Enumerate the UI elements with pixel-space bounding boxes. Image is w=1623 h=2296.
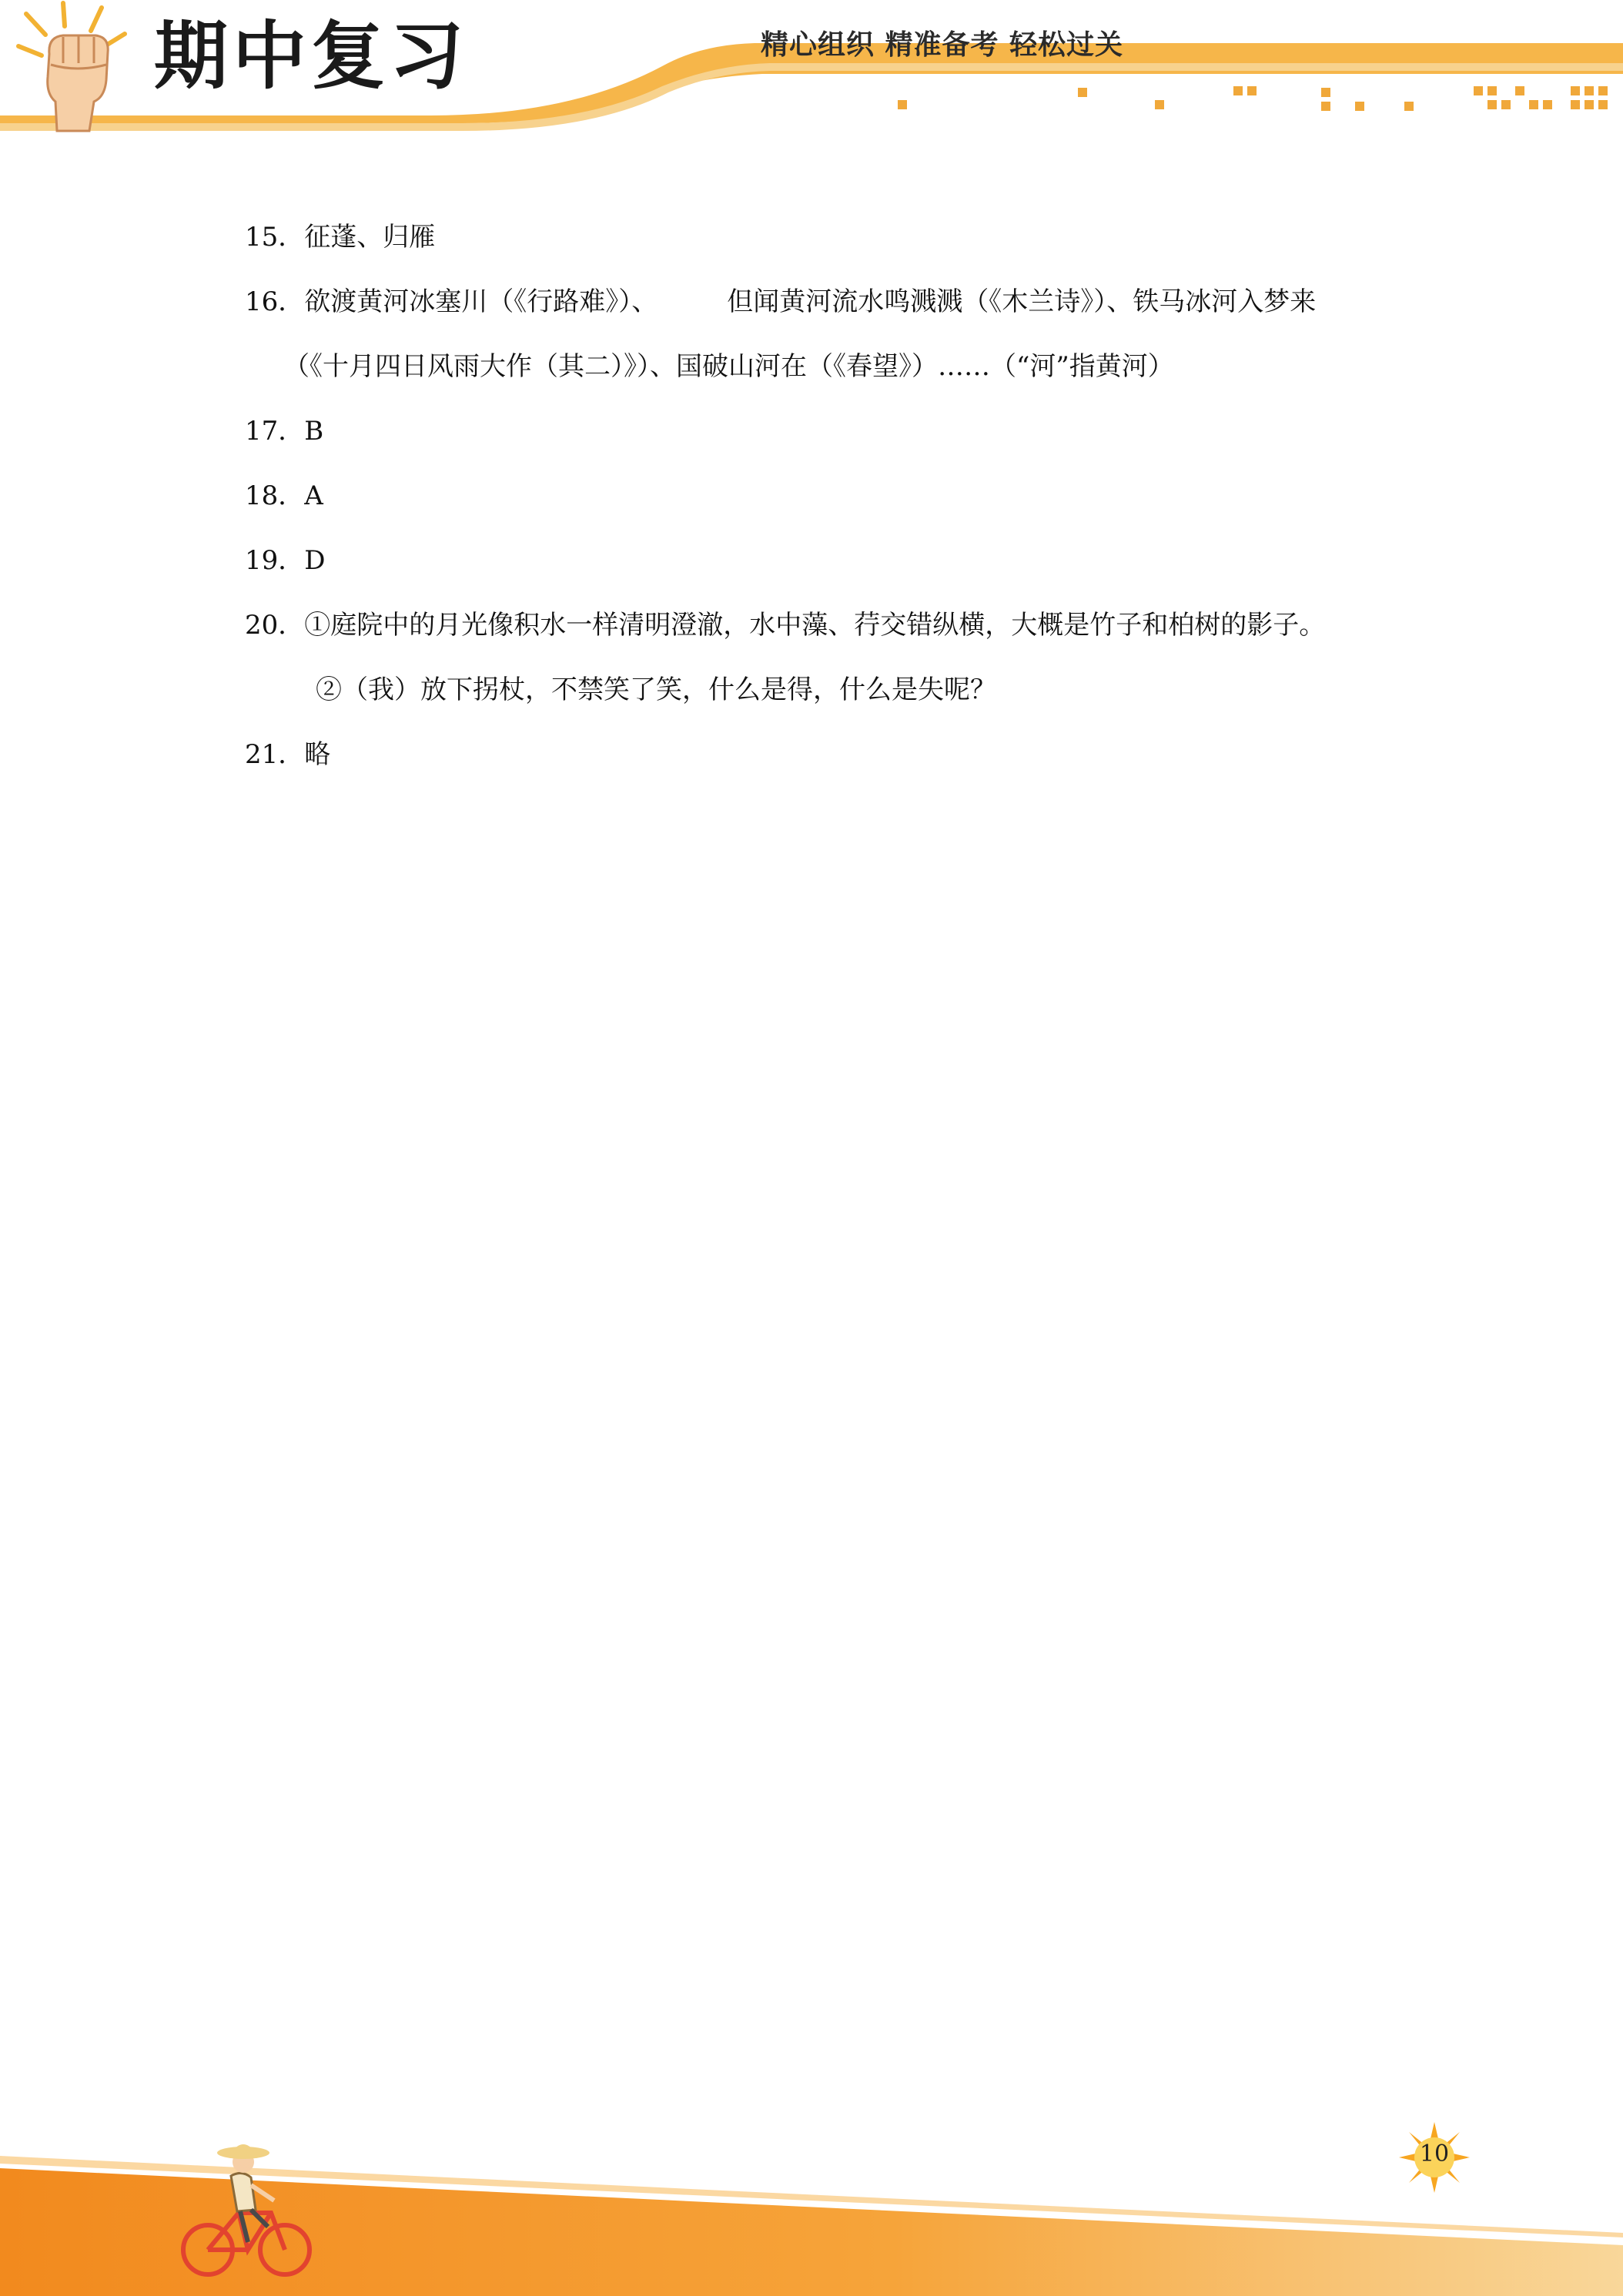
answer-number: 19． [245,545,305,576]
answer-item-16-continued [245,334,1423,399]
page-header [0,0,1623,154]
answer-item-18 [245,464,1423,528]
answer-number: 18． [245,480,305,511]
answer-item-15 [245,205,1423,269]
answer-number: 20． [245,610,305,641]
answer-text: ②（我）放下拐杖，不禁笑了笑，什么是得，什么是失呢？ [316,674,996,705]
cyclist-icon [177,2127,316,2281]
page-footer [0,2079,1623,2296]
answer-text: D [304,545,326,576]
answer-item-20 [245,593,1423,658]
header-slogan: 精心组织 精准备考 轻松过关 [761,29,1124,61]
answer-item-16 [245,269,1423,334]
answer-text: A [304,480,323,511]
page-number: 10 [1419,2140,1450,2167]
answer-text: ①庭院中的月光像积水一样清明澄澈，水中藻、荇交错纵横，大概是竹子和柏树的影子。 [304,610,1326,641]
answer-text: B [304,416,324,447]
answer-number: 15． [245,222,305,253]
answer-item-21 [245,722,1423,787]
answer-text: 欲渡黄河冰塞川（《行路难》）、 [304,286,658,317]
raised-fist-icon [3,0,142,139]
answer-item-20-continued [245,658,1423,722]
answer-text: 征蓬、归雁 [304,222,436,253]
answer-text: 但闻黄河流水鸣溅溅（《木兰诗》）、铁马冰河入梦来 [727,286,1317,317]
answer-item-19 [245,528,1423,593]
answer-item-17 [245,399,1423,464]
answer-number: 16． [245,286,305,317]
answer-number: 17． [245,416,305,447]
answer-text: （《十月四日风雨大作（其二）》）、国破山河在（《春望》）……（“河”指黄河） [283,351,1174,382]
header-title: 期中复习 [154,13,468,99]
answer-number: 21． [245,739,305,770]
answer-list [245,205,1423,787]
answer-text: 略 [304,739,331,770]
